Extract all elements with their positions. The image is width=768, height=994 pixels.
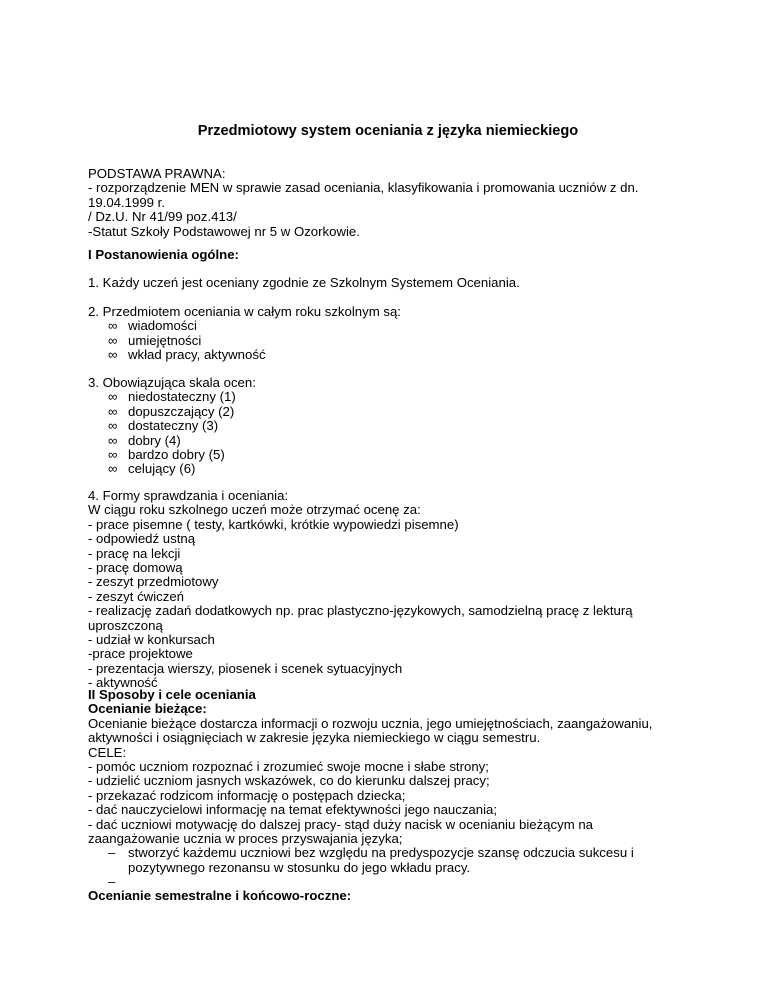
list-item: - aktywność xyxy=(88,675,158,691)
legal-line: -Statut Szkoły Podstawowej nr 5 w Ozorkowie. xyxy=(88,223,360,239)
list-item: ∞ wiadomości xyxy=(108,318,197,334)
list-item: ∞ umiejętności xyxy=(108,332,202,348)
legal-basis-section xyxy=(88,167,688,239)
list-item: - realizację zadań dodatkowych np. prac plastyczno-językowych, samodzielną pracę z lekturą xyxy=(88,603,633,619)
paragraph-4-intro: 4. Formy sprawdzania i oceniania: xyxy=(88,488,289,503)
list-item: ∞ celujący (6) xyxy=(108,461,196,477)
infinity-bullet-icon: ∞ xyxy=(108,347,118,363)
legal-line: / Dz.U. Nr 41/99 poz.413/ xyxy=(88,209,237,225)
list-item: ∞ bardzo dobry (5) xyxy=(108,446,225,462)
infinity-bullet-icon: ∞ xyxy=(108,318,118,334)
list-item: -prace projektowe xyxy=(88,646,193,662)
dash-bullet-icon: – xyxy=(108,845,116,861)
infinity-bullet-icon: ∞ xyxy=(108,403,118,419)
legal-heading: PODSTAWA PRAWNA: xyxy=(88,166,226,181)
section2-heading: II Sposoby i cele oceniania xyxy=(88,687,256,702)
list-item: - zeszyt przedmiotowy xyxy=(88,574,219,590)
goal-item: - pomóc uczniom rozpoznać i zrozumieć swoje mocne i słabe strony; xyxy=(88,758,489,774)
goal-item: - dać nauczycielowi informację na temat efektywności jego nauczania; xyxy=(88,802,498,818)
list-item: - pracę na lekcji xyxy=(88,545,181,561)
list-item: ∞ dopuszczający (2) xyxy=(108,403,235,419)
infinity-bullet-icon: ∞ xyxy=(108,432,118,448)
legal-line: - rozporządzenie MEN w sprawie zasad oceniania, klasyfikowania i promowania uczniów z dn. xyxy=(88,180,639,196)
infinity-bullet-icon: ∞ xyxy=(108,446,118,462)
list-item: ∞ wkład pracy, aktywność xyxy=(108,347,266,363)
dash-bullet-icon: – xyxy=(108,874,116,890)
goal-item: - udzielić uczniom jasnych wskazówek, co do kierunku dalszej pracy; xyxy=(88,773,490,789)
goal-item: zaangażowanie ucznia w proces przyswajania języka; xyxy=(88,830,403,846)
description-line: Ocenianie bieżące dostarcza informacji o rozwoju ucznia, jego umiejętnościach, zaangażowaniu, xyxy=(88,715,653,731)
list-item: – stworzyć każdemu uczniowi bez względu na predyspozycje szansę odczucia sukcesu i pozytywnego rezonansu w stosunku do jego wkładu pracy. xyxy=(108,845,634,875)
paragraph-1: 1. Każdy uczeń jest oceniany zgodnie ze Szkolnym Systemem Oceniania. xyxy=(88,275,520,290)
list-item: ∞ niedostateczny (1) xyxy=(108,389,236,405)
list-item: ∞ dostateczny (3) xyxy=(108,418,219,434)
paragraph-2-intro: 2. Przedmiotem oceniania w całym roku szkolnym są: xyxy=(88,304,401,319)
section2 xyxy=(88,688,688,904)
legal-line: 19.04.1999 r. xyxy=(88,194,165,210)
section1-heading: I Postanowienia ogólne: xyxy=(88,247,239,262)
list-item: - prace pisemne ( testy, kartkówki, krótkie wypowiedzi pisemne) xyxy=(88,516,459,532)
paragraph-4 xyxy=(88,489,688,690)
list-item: - prezentacja wierszy, piosenek i scenek sytuacyjnych xyxy=(88,660,403,676)
list-item: ∞ dobry (4) xyxy=(108,432,181,448)
goal-item: - dać uczniowi motywację do dalszej pracy- stąd duży nacisk w ocenianiu bieżącym na xyxy=(88,816,594,832)
list-item: - pracę domową xyxy=(88,559,183,575)
paragraph-3 xyxy=(88,376,688,477)
list-item: - zeszyt ćwiczeń xyxy=(88,588,184,604)
infinity-bullet-icon: ∞ xyxy=(108,389,118,405)
paragraph-4-sub: W ciągu roku szkolnego uczeń może otrzymać ocenę za: xyxy=(88,502,421,518)
section2-subheading: Ocenianie bieżące: xyxy=(88,701,207,717)
list-item xyxy=(88,875,688,889)
paragraph-3-intro: 3. Obowiązująca skala ocen: xyxy=(88,375,256,390)
document-title: Przedmiotowy system oceniania z języka niemieckiego xyxy=(197,123,579,139)
assessment-subjects-list xyxy=(88,319,688,362)
goals-label: CELE: xyxy=(88,744,127,760)
infinity-bullet-icon: ∞ xyxy=(108,418,118,434)
dash-list xyxy=(88,846,688,889)
paragraph-2 xyxy=(88,305,688,363)
grade-scale-list xyxy=(88,390,688,476)
list-item: - udział w konkursach xyxy=(88,631,215,647)
section2-subheading-2: Ocenianie semestralne i końcowo-roczne: xyxy=(88,888,352,904)
paragraph xyxy=(88,276,688,290)
list-item: uproszczoną xyxy=(88,617,163,633)
section-heading xyxy=(88,248,688,262)
infinity-bullet-icon: ∞ xyxy=(108,461,118,477)
goal-item: - przekazać rodzicom informację o postępach dziecka; xyxy=(88,787,406,803)
infinity-bullet-icon: ∞ xyxy=(108,332,118,348)
list-item: - odpowiedź ustną xyxy=(88,531,196,547)
description-line: aktywności i osiągnięciach w zakresie języka niemieckiego w ciągu semestru. xyxy=(88,730,541,746)
